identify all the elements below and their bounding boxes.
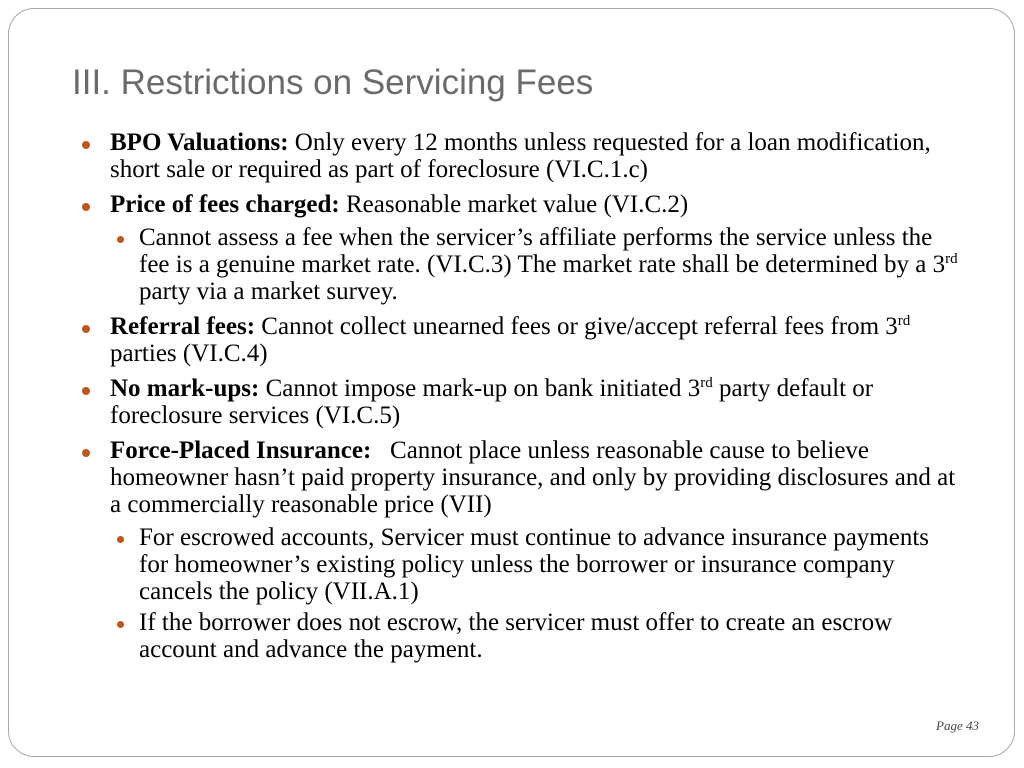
bullet-dot-icon bbox=[82, 203, 90, 211]
bullet-text: Cannot place unless reasonable cause to believe homeowner hasn’t paid property insurance, and only by providing disclosures and at a commercially reasonable price (VII) bbox=[110, 437, 962, 518]
bullet-dot-icon bbox=[82, 325, 90, 333]
bullet-text: Cannot impose mark-up on bank initiated 3 bbox=[259, 375, 701, 402]
bullet-text: parties (VI.C.4) bbox=[110, 340, 268, 367]
bullet-dot-icon bbox=[82, 141, 90, 149]
sub-bullet-text: Cannot assess a fee when the servicer’s affiliate performs the service unless the fee is a genuine market rate. (VI.C.3) The market rate shall be determined by a 3 bbox=[139, 224, 946, 278]
sub-bullet-list bbox=[110, 524, 962, 663]
bullet-lead: Force-Placed Insurance: bbox=[110, 437, 372, 464]
bullet-dot-icon bbox=[82, 387, 90, 395]
bullet-list bbox=[82, 129, 962, 663]
sub-bullet-affiliate-fee bbox=[82, 224, 962, 305]
bullet-price-of-fees bbox=[82, 191, 962, 305]
bullet-lead: Referral fees: bbox=[110, 313, 256, 340]
slide-title: III. Restrictions on Servicing Fees bbox=[72, 63, 594, 102]
sub-bullet-dot-icon bbox=[117, 621, 124, 628]
superscript: rd bbox=[945, 251, 958, 267]
superscript: rd bbox=[700, 375, 713, 391]
superscript: rd bbox=[897, 313, 911, 329]
sub-bullet-text: party via a market survey. bbox=[139, 278, 398, 305]
bullet-lead: BPO Valuations: bbox=[110, 129, 289, 156]
sub-bullet-text: For escrowed accounts, Servicer must continue to advance insurance payments for homeowner’s existing policy unless the borrower or insurance company cancels the policy (VII.A.1) bbox=[139, 524, 930, 605]
sub-bullet-escrowed-accounts bbox=[82, 524, 962, 605]
bullet-text: Reasonable market value (VI.C.2) bbox=[339, 191, 689, 218]
bullet-no-mark-ups bbox=[82, 375, 962, 429]
bullet-dot-icon bbox=[82, 449, 90, 457]
sub-bullet-text: If the borrower does not escrow, the servicer must offer to create an escrow account and advance the payment. bbox=[139, 609, 893, 663]
bullet-text: party default or foreclosure services (VI.C.5) bbox=[110, 375, 874, 429]
sub-bullet-dot-icon bbox=[117, 536, 124, 543]
bullet-bpo-valuations bbox=[82, 129, 962, 183]
sub-bullet-no-escrow bbox=[82, 609, 962, 663]
bullet-text: Only every 12 months unless requested for a loan modification, short sale or required as part of foreclosure (VI.C.1.c) bbox=[110, 129, 931, 183]
bullet-force-placed-insurance bbox=[82, 437, 962, 663]
bullet-referral-fees bbox=[82, 313, 962, 367]
bullet-lead: Price of fees charged: bbox=[110, 191, 340, 218]
sub-bullet-list bbox=[110, 224, 962, 305]
bullet-lead: No mark-ups: bbox=[110, 375, 260, 402]
slide-content bbox=[82, 129, 962, 663]
sub-bullet-dot-icon bbox=[117, 236, 124, 243]
bullet-text: Cannot collect unearned fees or give/accept referral fees from 3 bbox=[255, 313, 898, 340]
page-number: Page 43 bbox=[936, 718, 979, 733]
